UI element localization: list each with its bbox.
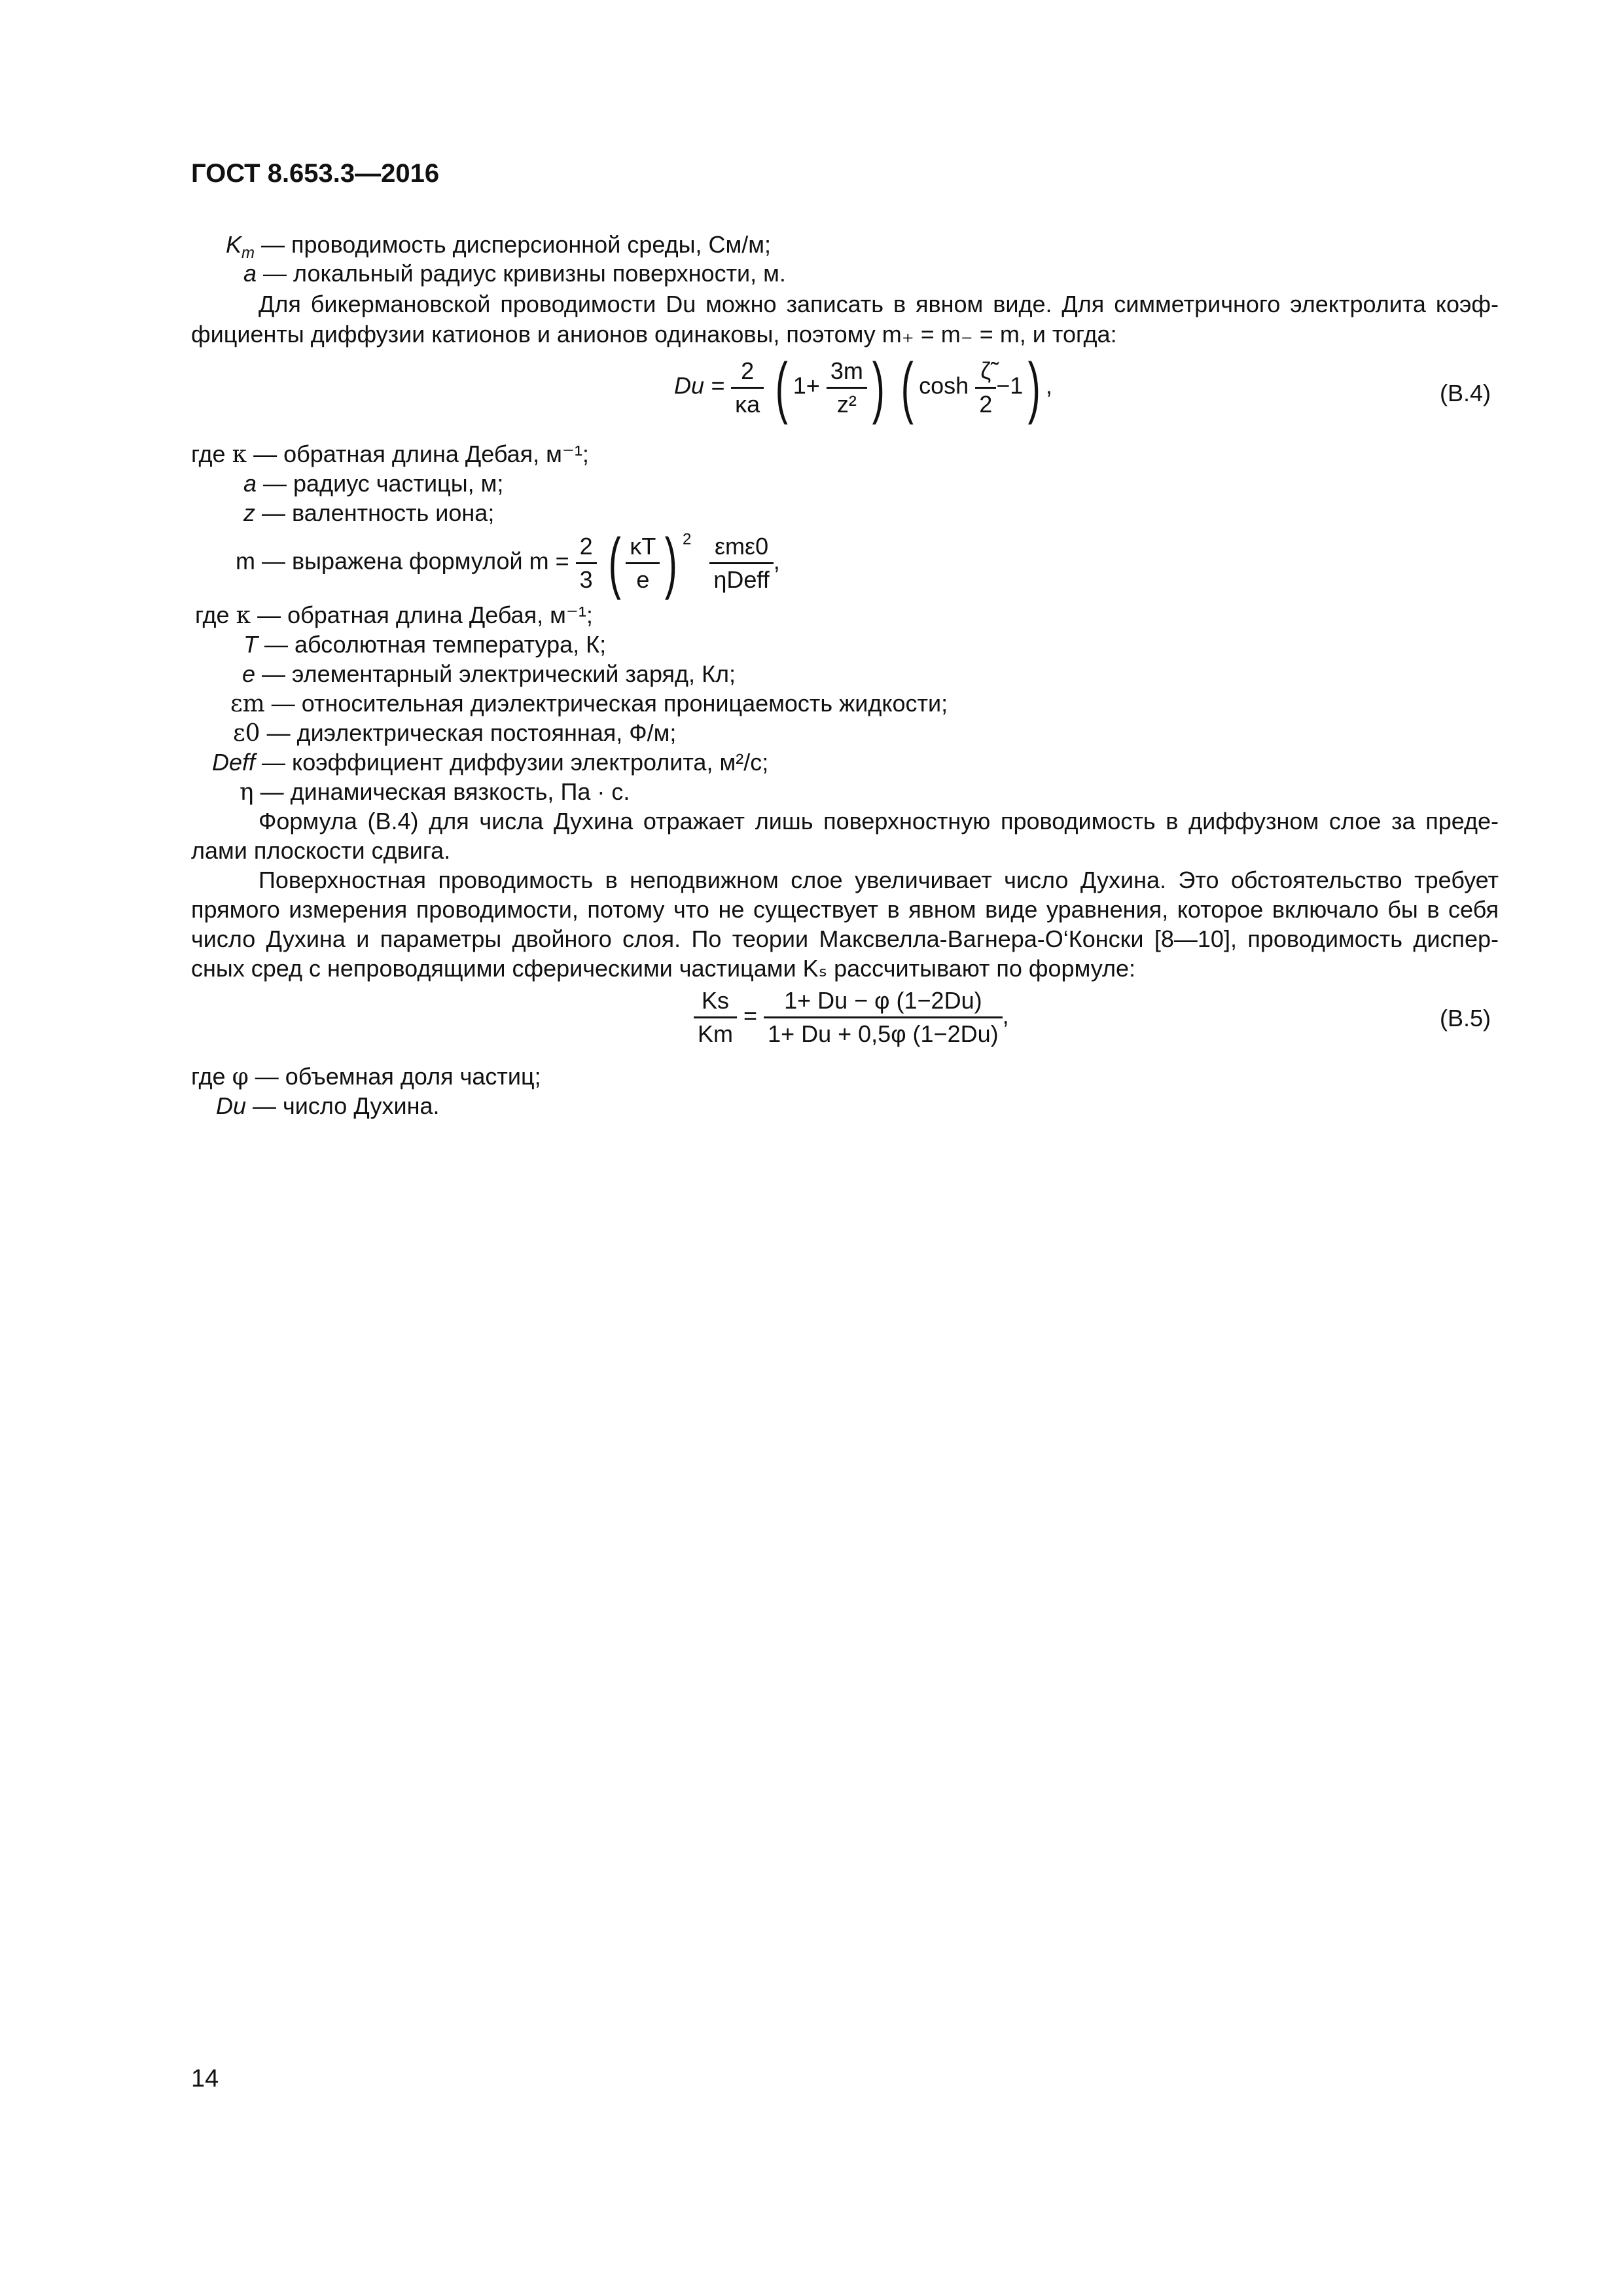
eq-term: cosh	[919, 372, 969, 399]
equation-number-b4: (В.4)	[1440, 380, 1491, 406]
def-phi	[191, 1062, 541, 1092]
def-text: — элементарный электрический заряд, Кл;	[255, 660, 736, 687]
def-symbol: η	[240, 779, 254, 806]
left-paren: (	[608, 525, 621, 601]
def-eps-m	[230, 689, 948, 719]
para1-line2: фициенты диффузии катионов и анионов одинаковы, поэтому m₊ = m₋ = m, и тогда:	[191, 321, 1117, 348]
numerator: κT	[626, 531, 660, 564]
def-text: — объемная доля частиц;	[248, 1063, 541, 1090]
def-lead: где	[195, 601, 230, 628]
def-text: — обратная длина Дебая, м⁻¹;	[247, 440, 589, 467]
para3-line1: Поверхностная проводимость в неподвижном слое увеличивает число Духина. Это обстоятельство требует	[259, 867, 1499, 893]
def-symbol: T	[243, 631, 258, 658]
def-symbol: Du	[216, 1092, 247, 1119]
def-eps-0	[233, 719, 676, 748]
eq-lhs: Du =	[674, 372, 725, 399]
def-symbol: e	[242, 660, 256, 687]
eq-tail: ,	[773, 547, 780, 575]
def-symbol: z	[243, 499, 255, 526]
denominator: e	[636, 565, 650, 593]
para3-line4: сных сред с непроводящими сферическими частицами Kₛ рассчитывают по формуле:	[191, 955, 1135, 982]
def-text: — обратная длина Дебая, м⁻¹;	[251, 601, 593, 628]
para1-line1: Для бикермановской проводимости Du можно записать в явном виде. Для симметричного электролита коэф-	[259, 291, 1499, 317]
para2-line2: лами плоскости сдвига.	[191, 837, 451, 864]
def-du	[216, 1092, 440, 1121]
right-paren: )	[1028, 350, 1041, 425]
numerator: εmε0	[709, 531, 773, 564]
numerator: 3m	[827, 355, 867, 389]
fraction	[576, 531, 597, 596]
def-text: — радиус частицы, м;	[257, 470, 504, 497]
equation-number-b5: (В.5)	[1440, 1005, 1491, 1031]
fraction	[626, 531, 660, 596]
exponent: 2	[682, 530, 692, 548]
eq-tail: ,	[1045, 372, 1052, 399]
eq-term: 1+	[793, 372, 820, 399]
def-symbol: a	[243, 260, 257, 287]
eq-sign: =	[743, 1002, 758, 1030]
fraction	[694, 985, 737, 1050]
def-z	[243, 499, 494, 528]
def-deff	[212, 748, 768, 777]
def-t	[243, 630, 606, 659]
para2-line1: Формула (В.4) для числа Духина отражает лишь поверхностную проводимость в диффузном слое за преде-	[259, 808, 1499, 834]
denominator: 1+ Du + 0,5φ (1−2Du)	[768, 1020, 999, 1047]
def-kappa-2	[195, 601, 593, 630]
def-text: — относительная диэлектрическая проницаемость жидкости;	[264, 690, 948, 717]
def-text: — локальный радиус кривизны поверхности, м.	[257, 260, 786, 287]
eq-tail: ,	[1002, 1002, 1009, 1030]
equation-b4	[674, 350, 1052, 425]
def-text: — динамическая вязкость, Па · с.	[253, 778, 630, 805]
fraction	[709, 531, 773, 596]
fraction	[731, 355, 764, 420]
def-symbol-sub: m	[241, 244, 255, 262]
left-paren: (	[901, 350, 914, 425]
def-a-local	[243, 259, 786, 288]
def-symbol: Deff	[212, 749, 256, 776]
numerator: 2	[576, 531, 597, 564]
def-symbol: εm	[230, 691, 265, 717]
m-formula	[236, 525, 780, 601]
para3-line2: прямого измерения проводимости, потому что не существует в явном виде уравнения, которое включало бы в себя	[191, 896, 1499, 923]
def-text: — диэлектрическая постоянная, Ф/м;	[260, 719, 677, 746]
def-text: — абсолютная температура, К;	[258, 631, 607, 658]
denominator: 2	[979, 390, 993, 418]
def-a-radius	[243, 469, 503, 498]
fraction	[764, 985, 1003, 1050]
def-lead: где	[191, 440, 226, 467]
para3-line3: число Духина и параметры двойного слоя. По теории Максвелла-Вагнера-О‘Конски [8—10], проводимость диспер-	[191, 925, 1499, 952]
right-paren: )	[872, 350, 885, 425]
def-symbol: ε0	[233, 720, 260, 747]
numerator: 2	[731, 355, 764, 389]
numerator: 1+ Du − φ (1−2Du)	[764, 985, 1003, 1018]
numerator: Ks	[694, 985, 737, 1018]
def-symbol: κ	[236, 602, 251, 629]
m-formula-prefix: m — выражена формулой m =	[236, 547, 569, 575]
def-text: — валентность иона;	[255, 499, 495, 526]
def-symbol: a	[243, 470, 257, 497]
def-e	[242, 660, 736, 689]
page-header: ГОСТ 8.653.3—2016	[191, 159, 440, 188]
fraction	[827, 355, 867, 420]
def-symbol: φ	[232, 1064, 249, 1090]
right-paren: )	[665, 525, 678, 601]
eq-term: −1	[996, 372, 1024, 399]
def-kappa	[191, 440, 589, 469]
page-number: 14	[191, 2065, 219, 2092]
def-text: — число Духина.	[246, 1092, 440, 1119]
def-lead: где	[191, 1063, 226, 1090]
denominator: κa	[735, 390, 760, 418]
fraction	[975, 355, 996, 420]
denominator: Km	[698, 1020, 733, 1047]
equation-b5	[694, 985, 1009, 1050]
def-text: — проводимость дисперсионной среды, См/м;	[255, 231, 771, 258]
def-symbol: κ	[232, 441, 247, 468]
denominator: z²	[836, 390, 857, 418]
left-paren: (	[775, 350, 788, 425]
def-eta	[240, 778, 630, 807]
denominator: 3	[579, 565, 593, 593]
def-text: — коэффициент диффузии электролита, м²/с;	[255, 749, 769, 776]
denominator: ηDeff	[713, 565, 770, 593]
numerator: ζ̃	[975, 355, 996, 389]
def-symbol: K	[226, 231, 242, 258]
